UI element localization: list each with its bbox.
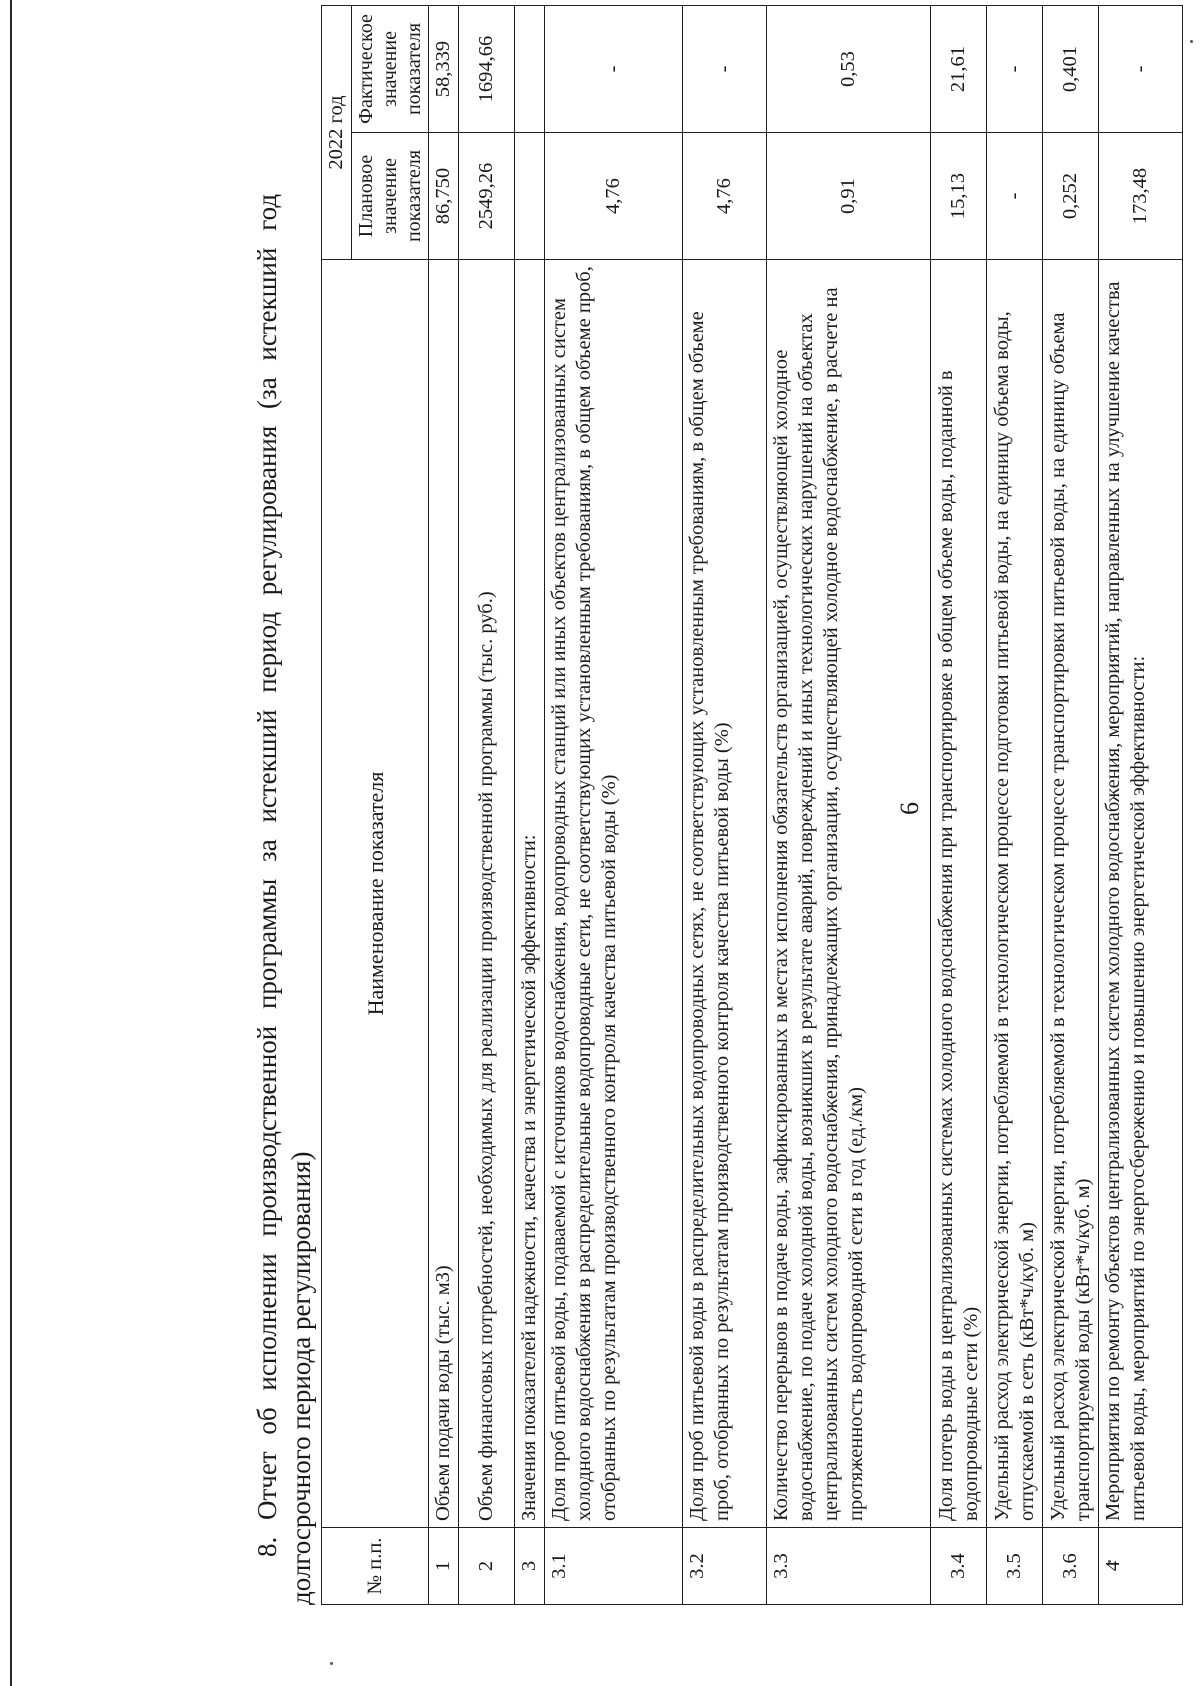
binding-edge [10,0,12,1686]
table-row [767,6,931,1605]
page-number: 6 [895,802,924,815]
row-num: 3.6 [1043,1528,1099,1605]
table-row [429,6,459,1605]
table-row [1099,6,1183,1605]
row-plan: 0,91 [767,133,931,260]
heading-line-2: долгосрочного периода регулирования) [286,1151,316,1605]
document-page [250,5,1200,1605]
row-plan: 4,76 [545,133,683,260]
row-num: 2 [459,1528,515,1605]
row-plan: 173,48 [1099,133,1183,260]
row-name: Количество перерывов в подаче воды, зафиксированных в местах исполнения обязательств организацией, осуществляющей холодное водоснабжение, по подаче холодной воды, возникших в результате аварий, повреждений и иных технологических нарушений на объектах централизованных систем холодного водоснабжения, принадлежащих организации, осуществляющей холодное водоснабжение, в расчете на протяженность водопроводной сети в год (ед./км) [767,260,931,1528]
row-fact: - [683,6,767,133]
row-name: Доля потерь воды в централизованных системах холодного водоснабжения при транспортировке в общем объеме воды, поданной в водопроводные сети (%) [931,260,987,1528]
scan-speck [330,1662,333,1665]
row-fact: 58,339 [429,6,459,133]
row-num: 4 [1099,1528,1183,1605]
table-row [931,6,987,1605]
row-name: Значения показателей надежности, качества и энергетической эффективности: [515,260,545,1528]
row-name: Мероприятия по ремонту объектов централизованных систем холодного водоснабжения, мероприятий, направленных на улучшение качества питьевой воды, мероприятий по энергосбережению и повышению энергетической эффективности: [1099,260,1183,1528]
row-fact: - [987,6,1043,133]
report-heading [250,5,318,1605]
production-program-table [321,5,1183,1605]
row-plan: 86,750 [429,133,459,260]
row-fact: 0,53 [767,6,931,133]
row-fact: - [545,6,683,133]
heading-line-1: 8. Отчет об исполнении производственной программы за истекший период регулирования (за истекший год [252,193,282,1557]
table-row [1043,6,1099,1605]
row-plan: 4,76 [683,133,767,260]
row-fact: 21,61 [931,6,987,133]
row-fact: - [1099,6,1183,133]
row-plan: - [987,133,1043,260]
header-name: Наименование показателя [322,260,429,1528]
header-num: № п.п. [322,1528,429,1605]
table-row [459,6,515,1605]
row-name: Доля проб питьевой воды в распределительных водопроводных сетях, не соответствующих установленным требованиям, в общем объеме проб, отобранных по результатам производственного контроля качества питьевой воды (%) [683,260,767,1528]
row-name: Удельный расход электрической энергии, потребляемой в технологическом процессе подготовки питьевой воды, на единицу объема воды, отпускаемой в сеть (кВт*ч/куб. м) [987,260,1043,1528]
row-name: Удельный расход электрической энергии, потребляемой в технологическом процессе транспортировки питьевой воды, на единицу объема транспортируемой воды (кВт*ч/куб. м) [1043,260,1099,1528]
table-row [515,6,545,1605]
header-fact: Фактическое значение показателя [352,6,429,133]
row-num: 3.2 [683,1528,767,1605]
row-num: 3.3 [767,1528,931,1605]
row-name: Объем подачи воды (тыс. м3) [429,260,459,1528]
table-row [683,6,767,1605]
row-num: 3 [515,1528,545,1605]
row-plan: 0,252 [1043,133,1099,260]
header-plan: Плановое значение показателя [352,133,429,260]
row-num: 3.4 [931,1528,987,1605]
row-fact: 1694,66 [459,6,515,133]
row-name: Доля проб питьевой воды, подаваемой с источников водоснабжения, водопроводных станций или иных объектов централизованных систем холодного водоснабжения в распределительные водопроводные сети, не соответствующих установленным требованиям, в общем объеме проб, отобранных по результатам производственного контроля качества питьевой воды (%) [545,260,683,1528]
row-plan: 2549,26 [459,133,515,260]
row-fact [515,6,545,133]
row-plan: 15,13 [931,133,987,260]
table-row [987,6,1043,1605]
row-num: 3.1 [545,1528,683,1605]
header-year: 2022 год [322,6,352,260]
row-name: Объем финансовых потребностей, необходимых для реализации производственной программы (тыс. руб.) [459,260,515,1528]
row-num: 1 [429,1528,459,1605]
row-fact: 0,401 [1043,6,1099,133]
row-plan [515,133,545,260]
table-row [545,6,683,1605]
row-num: 3.5 [987,1528,1043,1605]
